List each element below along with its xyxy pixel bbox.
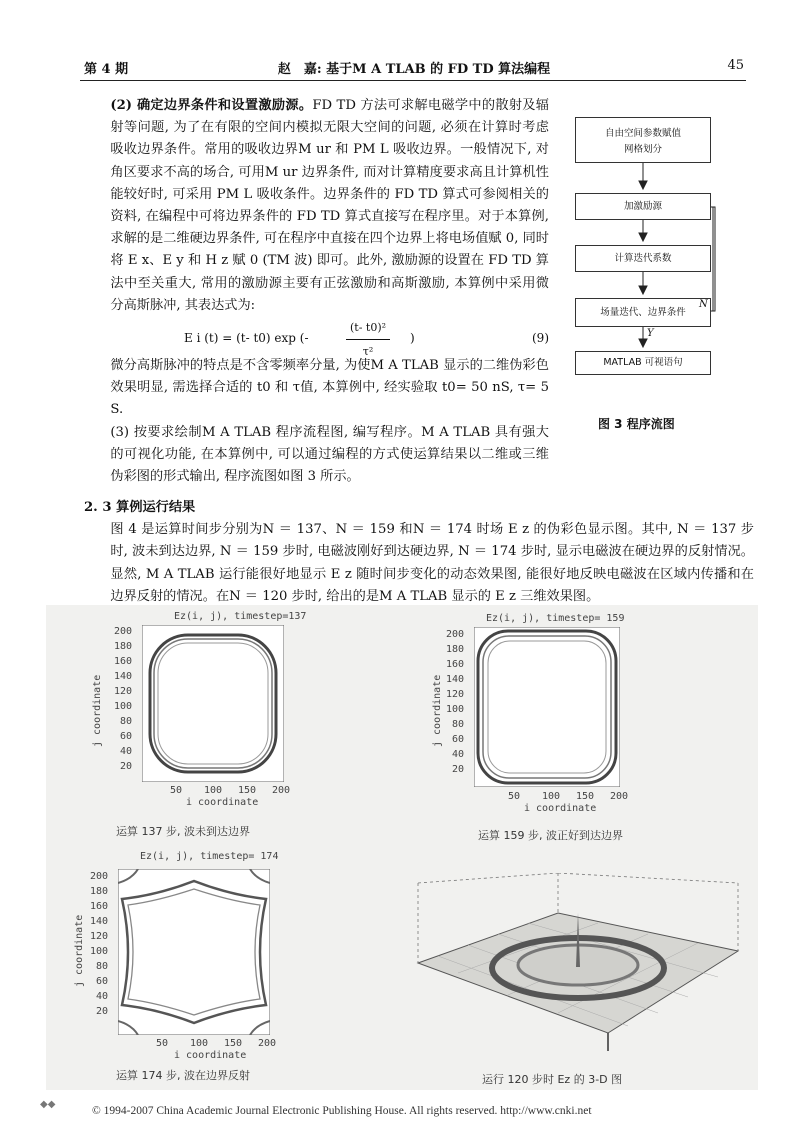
y-axis-label: j coordinate [74,914,85,987]
y-tick: 20 [120,761,133,772]
plot-caption: 运算 174 步, 波在边界反射 [116,1069,250,1082]
y-tick: 100 [446,704,465,715]
x-tick: 200 [610,791,629,802]
page-header [84,58,744,82]
x-tick: 200 [272,785,291,796]
flow-box-label: 网格划分 [623,144,662,155]
paragraph-lead: (2) 确定边界条件和设置激励源。 [110,98,313,113]
flow-box-label: 自由空间参数赋值 [604,128,681,139]
flowchart [565,105,745,405]
figure-3-caption: 图 3 程序流图 [598,417,675,431]
running-title: 赵 嘉: 基于M A TLAB 的 FD TD 算法编程 [277,62,551,77]
flow-box-iteration: 场量迭代、边界条件 [575,298,711,327]
x-tick: 50 [170,785,183,796]
flow-box-visualize: MATLAB 可视语句 [575,351,711,375]
x-tick: 100 [190,1038,209,1049]
header-rule [80,80,746,81]
y-tick: 160 [90,901,109,912]
formula-left: E i (t) = (t- t0) exp (- [184,331,309,346]
section-title: 2. 3 算例运行结果 [84,500,196,515]
y-axis-label: j coordinate [432,674,443,747]
paragraph-pulse: 微分高斯脉冲的特点是不含零频率分量, 为使M A TLAB 显示的二维伪彩色效果明显, 需选择合适的 t0 和 τ值, 本算例中, 经实验取 t0= 50 nS, τ= 5 S. [110,358,549,418]
equation-9 [84,319,549,359]
y-tick: 140 [446,674,465,685]
y-tick: 100 [114,701,133,712]
y-tick: 40 [452,749,465,760]
y-tick: 80 [96,961,109,972]
flow-label-no: N [699,299,708,310]
plot-caption: 运算 137 步, 波未到达边界 [116,825,250,838]
y-tick: 60 [452,734,465,745]
plot-title: Ez(i, j), timestep= 174 [140,851,279,862]
y-tick: 120 [446,689,465,700]
y-tick: 40 [96,991,109,1002]
y-tick: 160 [446,659,465,670]
x-tick: 150 [224,1038,243,1049]
x-axis-label: i coordinate [524,803,597,814]
y-tick: 180 [90,886,109,897]
y-tick: 180 [114,641,133,652]
y-axis-label: j coordinate [92,674,103,747]
issue-number: 第 4 期 [84,62,129,77]
y-tick: 80 [452,719,465,730]
y-tick: 60 [96,976,109,987]
plot-timestep-159 [428,611,688,821]
y-tick: 20 [96,1006,109,1017]
plot-title: Ez(i, j), timestep= 159 [486,613,625,624]
plot-caption: 运算 159 步, 波正好到达边界 [478,829,623,842]
x-axis-label: i coordinate [174,1050,247,1061]
left-column [84,95,549,488]
y-tick: 160 [114,656,133,667]
y-tick: 80 [120,716,133,727]
paragraph-boundary [84,95,549,317]
paragraph-flowchart: (3) 按要求绘制M A TLAB 程序流程图, 编写程序。M A TLAB 具有强大的可视化功能, 在本算例中, 可以通过编程的方式使运算结果以二维或三维伪彩图的形式输出, 程序流图如图 3 所示。 [110,424,549,485]
y-tick: 180 [446,644,465,655]
y-tick: 140 [90,916,109,927]
surface-3d-plot [408,873,748,1063]
paragraph-body: FD TD 方法可求解电磁学中的散射及辐射等问题, 为了在有限的空间内模拟无限大空间的问题, 必须在计算时考虑吸收边界条件。常用的吸收边界M ur 和 PM L 吸收边界。一般情况下, 对角区要求不高的场合, 可用M ur 边界条件, 而对计算精度要求高且计算机性能较好时, 可采用 PM L 吸收条件。边界条件的 FD TD 算式可参阅相关的资料, 在编程中可将边界条件的 FD TD 算式直接写在程序里。对于本算例, 求解的是二维硬边界条件, 可在程序中直接在四个边界上将电场值赋 0, 同时将 E x、E y 和 H z 赋 0 (TM 波) 即可。此外, 激励源的设置在 FD TD 算法中至关重大, 常用的激励源主要有正弦激励和高斯激励, 本算例中采用微分高斯脉冲, 其表达式为: [110,98,549,313]
x-tick: 150 [576,791,595,802]
page-footer [40,1099,752,1117]
equation-number: (9) [532,331,549,346]
x-tick: 150 [238,785,257,796]
flow-box-init [575,117,711,163]
y-tick: 120 [114,686,133,697]
y-tick: 140 [114,671,133,682]
flow-label-yes: Y [647,328,654,339]
x-tick: 50 [508,791,521,802]
paragraph-results: 图 4 是运算时间步分别为N ＝ 137、N ＝ 159 和N ＝ 174 时场 E z 的伪彩色显示图。其中, N ＝ 137 步时, 波未到达边界, N ＝ 159 步时, 电磁波刚好到达硬边界, N ＝ 174 步时, 显示电磁波在硬边界的反射情况。显然, M A TLAB 运行能很好地显示 E z 随时间步变化的动态效果图, 能很好地反映电磁波在区域内传播和在边界反射的情况。在N ＝ 120 步时, 给出的是M A TLAB 显示的 E z 三维效果图。 [110,522,754,605]
y-tick: 200 [446,629,465,640]
plot-image [474,627,620,787]
figure-4 [46,605,758,1090]
flow-box-source: 加激励源 [575,193,711,220]
plot-title: Ez(i, j), timestep=137 [174,611,307,622]
publisher-logo-icon: ◆◆ [40,1099,56,1110]
formula-fraction [346,317,390,363]
x-axis-label: i coordinate [186,797,259,808]
formula-right: ) [410,331,415,346]
plot-timestep-137 [66,611,326,821]
y-tick: 120 [90,931,109,942]
plot-timestep-174 [66,851,326,1061]
x-tick: 200 [258,1038,277,1049]
y-tick: 200 [90,871,109,882]
y-tick: 100 [90,946,109,957]
x-tick: 100 [204,785,223,796]
surface-caption: 运行 120 步时 Ez 的 3-D 图 [482,1073,623,1086]
flow-box-coefficients: 计算迭代系数 [575,245,711,272]
formula-numerator: (t- t0)² [346,317,390,340]
page-number: 45 [727,58,744,73]
formula-denominator: τ² [362,345,374,359]
y-tick: 20 [452,764,465,775]
x-tick: 50 [156,1038,169,1049]
plot-image [118,869,270,1035]
x-tick: 100 [542,791,561,802]
copyright-notice: © 1994-2007 China Academic Journal Electronic Publishing House. All rights reserved. http://www.cnki.net [92,1105,592,1117]
y-tick: 40 [120,746,133,757]
plot-image [142,625,284,782]
y-tick: 60 [120,731,133,742]
y-tick: 200 [114,626,133,637]
